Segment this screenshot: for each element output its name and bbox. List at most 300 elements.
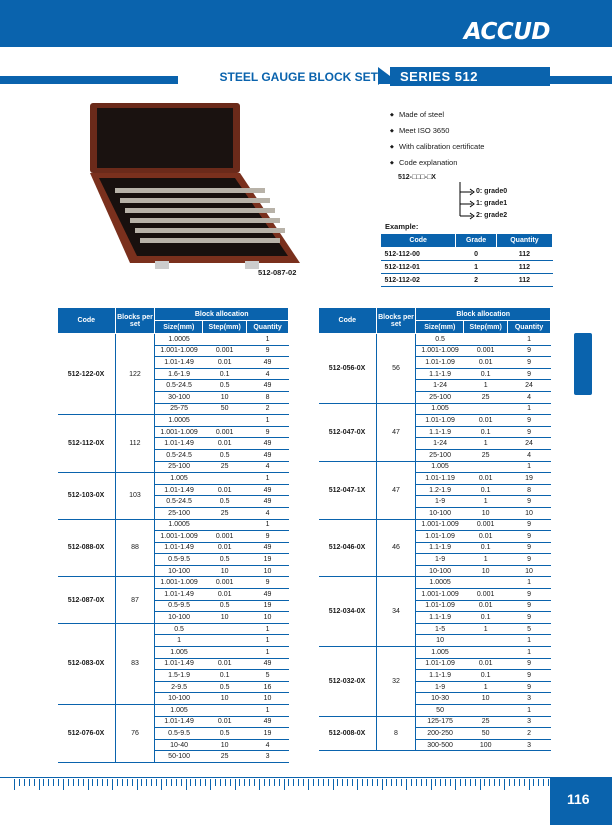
step-cell: 0.1 [464, 670, 508, 682]
ruler-tick [494, 779, 495, 786]
step-cell: 0.001 [203, 345, 247, 357]
cell: 0 [456, 248, 497, 261]
quantity-cell: 3 [247, 751, 289, 763]
ruler-tick [386, 779, 387, 786]
blocks-per-set: 32 [376, 647, 416, 717]
quantity-cell: 19 [247, 554, 289, 566]
size-cell: 1.01-1.49 [155, 716, 203, 728]
ruler-tick [14, 779, 15, 790]
step-cell: 0.1 [203, 368, 247, 380]
col-size: Size(mm) [155, 321, 203, 334]
ruler-tick [509, 779, 510, 786]
gauge-block-case-photo [85, 98, 305, 278]
ruler-tick [181, 779, 182, 786]
size-cell: 1.01-1.49 [155, 589, 203, 601]
quantity-cell: 2 [247, 403, 289, 415]
step-cell: 0.5 [203, 554, 247, 566]
step-cell: 1 [464, 380, 508, 392]
size-cell: 1-5 [416, 623, 464, 635]
size-cell: 0.5-24.5 [155, 449, 203, 461]
ruler-tick [151, 779, 152, 786]
ruler-tick [543, 779, 544, 786]
quantity-cell: 9 [247, 426, 289, 438]
set-code: 512-034-0X [319, 577, 377, 647]
size-cell: 1 [155, 635, 203, 647]
set-code: 512-083-0X [58, 623, 116, 704]
size-cell: 10-40 [155, 739, 203, 751]
ruler-tick [117, 779, 118, 786]
left-block-table [57, 307, 289, 763]
size-cell: 1.1-1.9 [416, 612, 464, 624]
ruler-tick [215, 779, 216, 786]
size-cell: 10 [416, 635, 464, 647]
ruler-tick [43, 779, 44, 786]
quantity-cell: 9 [508, 415, 551, 427]
ruler-tick [249, 779, 250, 786]
size-cell: 1.01-1.19 [416, 473, 464, 485]
brand-logo: ACCUD [463, 19, 550, 45]
cell: 112 [496, 261, 552, 274]
quantity-cell: 49 [247, 449, 289, 461]
step-cell: 0.01 [203, 658, 247, 670]
quantity-cell: 9 [508, 589, 551, 601]
quantity-cell: 9 [247, 345, 289, 357]
ruler-tick [220, 779, 221, 786]
size-cell: 25-75 [155, 403, 203, 415]
size-cell: 0.5-9.5 [155, 554, 203, 566]
quantity-cell: 9 [508, 600, 551, 612]
ruler-tick [328, 779, 329, 786]
blocks-per-set: 8 [376, 716, 416, 751]
table-row [58, 334, 289, 346]
size-cell: 1.001-1.009 [416, 589, 464, 601]
step-cell: 1 [464, 623, 508, 635]
blocks-per-set: 46 [376, 519, 416, 577]
size-cell: 1.01-1.49 [155, 542, 203, 554]
step-cell: 0.01 [203, 484, 247, 496]
feature-item: ◆ Meet ISO 3650 [390, 123, 484, 139]
size-cell: 0.5-24.5 [155, 496, 203, 508]
ruler-tick [396, 779, 397, 786]
size-cell: 0.5 [416, 334, 464, 346]
quantity-cell: 8 [247, 391, 289, 403]
blocks-per-set: 122 [115, 334, 155, 415]
blocks-per-set: 87 [115, 577, 155, 623]
blocks-per-set: 88 [115, 519, 155, 577]
size-cell: 1.1-1.9 [416, 670, 464, 682]
table-row [319, 577, 551, 589]
quantity-cell: 9 [508, 496, 551, 508]
ruler-tick [440, 779, 441, 786]
step-cell: 0.5 [203, 600, 247, 612]
table-row [58, 705, 289, 717]
step-cell: 0.01 [203, 438, 247, 450]
ruler-tick [58, 779, 59, 786]
title-block [178, 67, 378, 86]
set-code: 512-122-0X [58, 334, 116, 415]
ruler-tick [357, 779, 358, 790]
step-cell: 100 [464, 739, 508, 751]
size-cell: 1.001-1.009 [155, 577, 203, 589]
quantity-cell: 3 [508, 693, 551, 705]
ruler-tick [176, 779, 177, 786]
step-cell: 0.01 [464, 600, 508, 612]
title-chevron [378, 67, 390, 85]
size-cell: 10-100 [155, 693, 203, 705]
step-cell [203, 473, 247, 485]
step-cell [203, 623, 247, 635]
step-cell [203, 647, 247, 659]
header-bar [0, 0, 612, 47]
table-row [58, 415, 289, 427]
series-label: SERIES 512 [400, 69, 478, 84]
blocks-per-set: 103 [115, 473, 155, 519]
size-cell: 10-100 [416, 565, 464, 577]
table-row [319, 647, 551, 659]
quantity-cell: 4 [247, 739, 289, 751]
size-cell: 1-24 [416, 380, 464, 392]
quantity-cell: 4 [508, 449, 551, 461]
size-cell: 1.1-1.9 [416, 542, 464, 554]
size-cell: 1.005 [155, 647, 203, 659]
quantity-cell: 9 [508, 531, 551, 543]
page-title: STEEL GAUGE BLOCK SET [219, 70, 378, 84]
quantity-cell: 49 [247, 380, 289, 392]
ruler-tick [484, 779, 485, 786]
ruler-tick [298, 779, 299, 786]
step-cell: 0.001 [203, 531, 247, 543]
step-cell: 10 [464, 507, 508, 519]
ruler-tick [48, 779, 49, 786]
step-cell: 0.1 [464, 542, 508, 554]
quantity-cell: 1 [247, 647, 289, 659]
ruler-tick [435, 779, 436, 786]
quantity-cell: 10 [247, 693, 289, 705]
col-allocation: Block allocation [155, 308, 289, 321]
size-cell: 1.01-1.49 [155, 658, 203, 670]
ruler-tick [78, 779, 79, 786]
size-cell: 10-100 [155, 612, 203, 624]
col-step: Step(mm) [203, 321, 247, 334]
set-code: 512-112-0X [58, 415, 116, 473]
quantity-cell: 49 [247, 357, 289, 369]
quantity-cell: 49 [247, 484, 289, 496]
ruler-tick [274, 779, 275, 786]
step-cell: 0.001 [464, 589, 508, 601]
size-cell: 1.01-1.49 [155, 484, 203, 496]
ruler-tick [225, 779, 226, 786]
quantity-cell: 5 [247, 670, 289, 682]
table-row [381, 261, 553, 274]
ruler-tick [239, 779, 240, 786]
size-cell: 1.001-1.009 [416, 345, 464, 357]
size-cell: 1-9 [416, 554, 464, 566]
ruler-tick [132, 779, 133, 786]
quantity-cell: 10 [247, 612, 289, 624]
photo-caption: 512-087-02 [258, 268, 297, 277]
ruler-tick [244, 779, 245, 786]
size-cell: 1.01-1.49 [155, 438, 203, 450]
size-cell: 10-100 [416, 507, 464, 519]
page-number: 116 [567, 791, 590, 807]
feature-item: ◆ With calibration certificate [390, 139, 484, 155]
ruler-tick [323, 779, 324, 786]
ruler-tick [284, 779, 285, 790]
ruler-tick [455, 779, 456, 790]
blocks-per-set: 83 [115, 623, 155, 704]
blocks-per-set: 34 [376, 577, 416, 647]
size-cell: 1.001-1.009 [155, 531, 203, 543]
step-cell [203, 415, 247, 427]
quantity-cell: 19 [508, 473, 551, 485]
step-cell: 10 [464, 565, 508, 577]
ruler-tick [377, 779, 378, 786]
ruler-tick [411, 779, 412, 786]
ruler-tick [156, 779, 157, 786]
blocks-per-set: 76 [115, 705, 155, 763]
ruler-tick [171, 779, 172, 786]
ruler-tick [489, 779, 490, 786]
ruler-tick [465, 779, 466, 786]
quantity-cell: 1 [508, 403, 551, 415]
quantity-cell: 1 [508, 577, 551, 589]
step-cell: 0.001 [464, 345, 508, 357]
ruler-tick [333, 779, 334, 790]
set-code: 512-008-0X [319, 716, 377, 751]
size-cell: 25-100 [155, 461, 203, 473]
step-cell [203, 635, 247, 647]
table-row [319, 519, 551, 531]
ruler-tick [372, 779, 373, 786]
quantity-cell: 9 [508, 681, 551, 693]
ruler-tick [548, 779, 549, 786]
blocks-per-set: 47 [376, 403, 416, 461]
size-cell: 1-9 [416, 681, 464, 693]
col-code: Code [58, 308, 116, 334]
table-row [58, 623, 289, 635]
ruler-tick [269, 779, 270, 786]
quantity-cell: 16 [247, 681, 289, 693]
size-cell: 1.5-1.9 [155, 670, 203, 682]
quantity-cell: 49 [247, 658, 289, 670]
quantity-cell: 1 [247, 473, 289, 485]
size-cell: 0.5-9.5 [155, 600, 203, 612]
ruler-tick [190, 779, 191, 786]
size-cell: 0.5 [155, 623, 203, 635]
ruler-tick [161, 779, 162, 790]
step-cell [464, 403, 508, 415]
quantity-cell: 1 [508, 705, 551, 717]
ruler-tick [63, 779, 64, 790]
ruler-tick [401, 779, 402, 786]
size-cell: 50-100 [155, 751, 203, 763]
step-cell: 25 [203, 751, 247, 763]
step-cell: 50 [203, 403, 247, 415]
ruler-tick [308, 779, 309, 790]
feature-item: ◆ Code explanation [390, 155, 484, 171]
ruler-tick [524, 779, 525, 786]
ruler-tick [362, 779, 363, 786]
step-cell: 0.01 [203, 589, 247, 601]
size-cell: 1-24 [416, 438, 464, 450]
col-size: Size(mm) [416, 321, 464, 334]
size-cell: 1.1-1.9 [416, 368, 464, 380]
step-cell: 10 [203, 612, 247, 624]
quantity-cell: 4 [247, 461, 289, 473]
step-cell: 0.001 [203, 426, 247, 438]
ruler-tick [39, 779, 40, 790]
step-cell: 25 [464, 449, 508, 461]
quantity-cell: 49 [247, 496, 289, 508]
ruler-tick [83, 779, 84, 786]
size-cell: 25-100 [416, 391, 464, 403]
ruler-tick [264, 779, 265, 786]
grade-2-label: 2: grade2 [476, 212, 508, 219]
feature-list [390, 107, 484, 171]
ruler-tick [34, 779, 35, 786]
right-block-table [318, 307, 551, 751]
ruler-tick [73, 779, 74, 786]
step-cell: 10 [203, 693, 247, 705]
cell: 512-112-00 [381, 248, 456, 261]
step-cell: 10 [203, 391, 247, 403]
ruler-tick [19, 779, 20, 786]
col-code: Code [319, 308, 377, 334]
table-row [319, 334, 551, 346]
ruler-tick [475, 779, 476, 786]
ruler-tick [288, 779, 289, 786]
quantity-cell: 8 [508, 484, 551, 496]
quantity-cell: 1 [247, 519, 289, 531]
ruler-tick [337, 779, 338, 786]
size-cell: 10-30 [416, 693, 464, 705]
ruler-tick [514, 779, 515, 786]
table-row [58, 577, 289, 589]
ruler-tick [254, 779, 255, 786]
ruler-tick [421, 779, 422, 786]
ruler-tick [279, 779, 280, 786]
quantity-cell: 1 [247, 623, 289, 635]
cell: 512-112-02 [381, 274, 456, 287]
ruler-tick [137, 779, 138, 790]
step-cell [203, 705, 247, 717]
size-cell: 1.01-1.09 [416, 357, 464, 369]
side-tab-gauge-icon [574, 333, 592, 395]
size-cell: 1.005 [155, 705, 203, 717]
quantity-cell: 3 [508, 716, 551, 728]
col-quantity: Quantity [496, 234, 552, 248]
ruler-tick [318, 779, 319, 786]
step-cell: 0.01 [464, 357, 508, 369]
quantity-cell: 9 [508, 670, 551, 682]
ruler-tick [107, 779, 108, 786]
quantity-cell: 9 [508, 554, 551, 566]
size-cell: 1.6-1.9 [155, 368, 203, 380]
size-cell: 50 [416, 705, 464, 717]
quantity-cell: 49 [247, 542, 289, 554]
ruler-tick [504, 779, 505, 790]
quantity-cell: 1 [247, 705, 289, 717]
step-cell: 0.01 [203, 357, 247, 369]
cell: 2 [456, 274, 497, 287]
ruler-tick [342, 779, 343, 786]
quantity-cell: 24 [508, 380, 551, 392]
size-cell: 0.5-9.5 [155, 728, 203, 740]
page-number-box [550, 777, 612, 825]
ruler-tick [97, 779, 98, 786]
set-code: 512-103-0X [58, 473, 116, 519]
size-cell: 1.2-1.9 [416, 484, 464, 496]
step-cell: 10 [203, 739, 247, 751]
size-cell: 1.1-1.9 [416, 426, 464, 438]
ruler-tick [186, 779, 187, 790]
ruler-tick [293, 779, 294, 786]
ruler-tick [406, 779, 407, 790]
quantity-cell: 5 [508, 623, 551, 635]
ruler-tick [205, 779, 206, 786]
step-cell: 0.1 [464, 368, 508, 380]
size-cell: 1.01-1.09 [416, 415, 464, 427]
table-row [381, 274, 553, 287]
ruler-tick [200, 779, 201, 786]
ruler-tick [29, 779, 30, 786]
blocks-per-set: 56 [376, 334, 416, 404]
col-quantity: Quantity [247, 321, 289, 334]
step-cell: 0.01 [464, 415, 508, 427]
step-cell: 0.1 [464, 484, 508, 496]
quantity-cell: 9 [508, 612, 551, 624]
col-step: Step(mm) [464, 321, 508, 334]
size-cell: 25-100 [155, 507, 203, 519]
quantity-cell: 9 [508, 357, 551, 369]
ruler-tick [416, 779, 417, 786]
quantity-cell: 4 [247, 507, 289, 519]
size-cell: 1.005 [416, 403, 464, 415]
ruler-tick [529, 779, 530, 790]
step-cell [464, 705, 508, 717]
col-blocks: Blocks per set [376, 308, 416, 334]
step-cell: 0.5 [203, 449, 247, 461]
step-cell [464, 647, 508, 659]
ruler-tick [347, 779, 348, 786]
step-cell: 0.01 [203, 542, 247, 554]
ruler-tick [538, 779, 539, 786]
ruler-tick [470, 779, 471, 786]
blocks-per-set: 112 [115, 415, 155, 473]
ruler-tick [259, 779, 260, 790]
table-row [381, 248, 553, 261]
quantity-cell: 3 [508, 739, 551, 751]
ruler-tick [426, 779, 427, 786]
set-code: 512-032-0X [319, 647, 377, 717]
ruler-tick [382, 779, 383, 790]
quantity-cell: 1 [247, 334, 289, 346]
size-cell: 1.0005 [155, 415, 203, 427]
size-cell: 1-9 [416, 496, 464, 508]
grade-1-label: 1: grade1 [476, 200, 508, 207]
step-cell: 0.01 [464, 658, 508, 670]
blocks-per-set: 47 [376, 461, 416, 519]
step-cell: 25 [464, 716, 508, 728]
ruler-tick [352, 779, 353, 786]
size-cell: 200-250 [416, 728, 464, 740]
quantity-cell: 1 [508, 635, 551, 647]
quantity-cell: 1 [508, 334, 551, 346]
size-cell: 1.01-1.09 [416, 531, 464, 543]
quantity-cell: 9 [247, 577, 289, 589]
ruler-tick [303, 779, 304, 786]
step-cell: 0.1 [203, 670, 247, 682]
